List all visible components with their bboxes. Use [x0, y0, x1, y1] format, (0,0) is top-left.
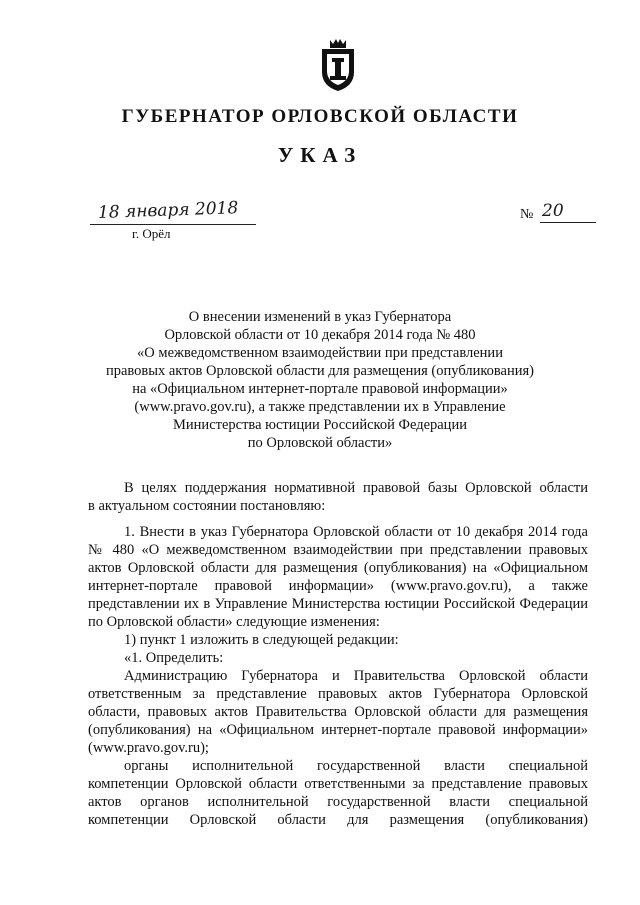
decree-body: [88, 479, 588, 829]
decree-title: [90, 308, 550, 452]
admin-paragraph-line: области, правовых актов Правительства Орловской области для размещения: [88, 704, 588, 720]
org-title: ГУБЕРНАТОР ОРЛОВСКОЙ ОБЛАСТИ: [121, 106, 519, 127]
item1-line: интернет-портале правовой информации» (www.pravo.gov.ru), а также: [88, 578, 588, 594]
organs-paragraph-line: актов органов исполнительной государственной власти специальной: [88, 794, 588, 810]
title-line: Министерства юстиции Российской Федерации: [173, 417, 467, 433]
item1-line: представлении их в Управление Министерства юстиции Российской Федерации: [88, 596, 588, 612]
item1-line: 1. Внести в указ Губернатора Орловской области от 10 декабря 2014 года: [124, 524, 588, 540]
organs-paragraph-line: компетенции Орловской области для размещения (опубликования): [88, 812, 588, 828]
admin-paragraph-line: ответственным за представление правовых актов Губернатора Орловской: [88, 686, 588, 702]
admin-paragraph-line: Администрацию Губернатора и Правительства Орловской области: [124, 668, 588, 684]
title-line: по Орловской области»: [247, 435, 393, 451]
title-line: на «Официальном интернет-портале правовой информации»: [132, 381, 508, 397]
item1-line: по Орловской области» следующие изменения:: [88, 614, 380, 630]
handwritten-number: 20: [542, 201, 564, 221]
title-line: Орловской области от 10 декабря 2014 года № 480: [164, 327, 476, 343]
quote-start-line: «1. Определить:: [124, 650, 224, 666]
city-label: г. Орёл: [132, 226, 171, 241]
coat-of-arms-icon: [316, 36, 360, 92]
document-type: УКАЗ: [277, 143, 363, 167]
item1-line: № 480 «О межведомственном взаимодействии при представлении правовых: [88, 542, 588, 558]
item1-line: актов Орловской области для размещения (опубликования) на «Официальном: [88, 560, 588, 576]
admin-paragraph-line: (www.pravo.gov.ru);: [88, 740, 209, 756]
title-line: «О межведомственном взаимодействии при представлении: [137, 345, 503, 361]
organs-paragraph-line: органы исполнительной государственной власти специальной: [124, 758, 588, 774]
handwritten-date: 18 января 2018: [97, 198, 239, 223]
title-line: правовых актов Орловской области для размещения (опубликования): [105, 363, 535, 379]
admin-paragraph-line: (опубликования) на «Официальном интернет-портале правовой информации»: [88, 722, 588, 738]
preamble-line: в актуальном состоянии постановляю:: [88, 498, 326, 514]
preamble-line: В целях поддержания нормативной правовой базы Орловской области: [124, 480, 588, 496]
date-underline: [90, 224, 256, 225]
title-line: О внесении изменений в указ Губернатора: [188, 309, 452, 325]
number-label: №: [520, 207, 534, 222]
number-underline: [540, 222, 596, 223]
title-line: (www.pravo.gov.ru), а также представлении их в Управление: [134, 399, 506, 415]
subitem-line: 1) пункт 1 изложить в следующей редакции:: [124, 632, 399, 648]
organs-paragraph-line: компетенции Орловской области ответственными за представление правовых: [88, 776, 588, 792]
